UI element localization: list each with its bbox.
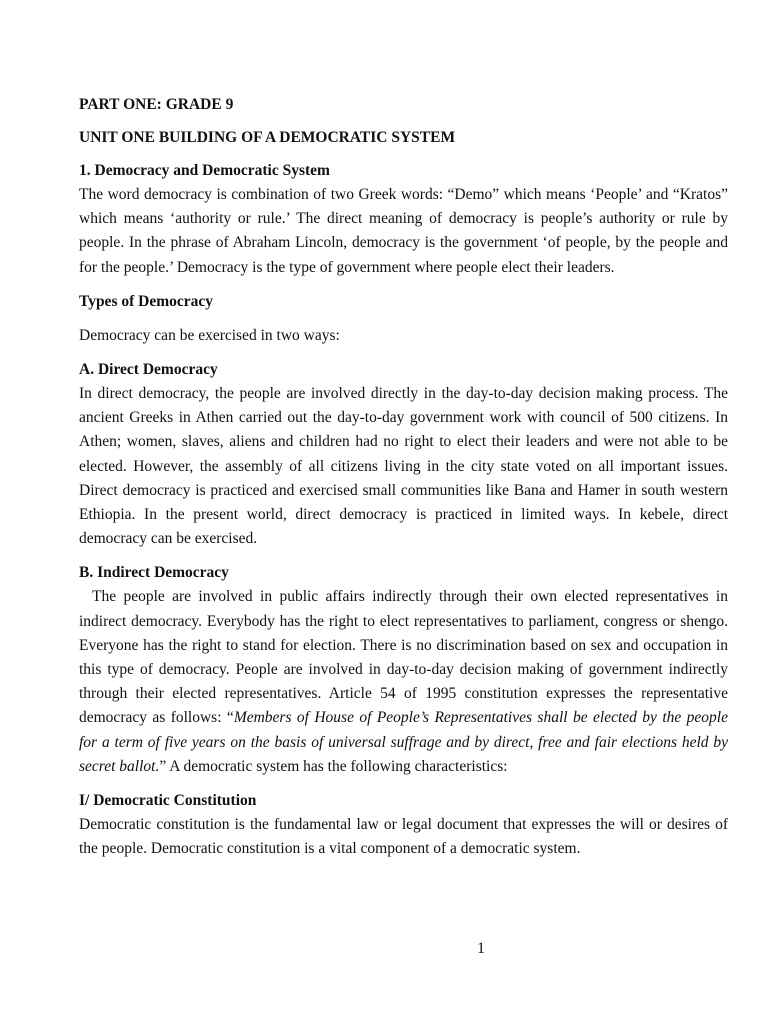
indirect-democracy-heading: B. Indirect Democracy [79,564,229,582]
democracy-definition-paragraph: The word democracy is combination of two Greek words: “Demo” which means ‘People’ and “Kratos” which means ‘authority or rule.’ The direct meaning of democracy is people’s authority or rule by people. In the phrase of Abraham Lincoln, democracy is the government ‘of people, by the people and for the people.’ Democracy is the type of government where people elect their leaders. [79,186,728,276]
types-intro-paragraph: Democracy can be exercised in two ways: [79,326,340,344]
unit-heading: UNIT ONE BUILDING OF A DEMOCRATIC SYSTEM [79,129,456,146]
part-heading: PART ONE: GRADE 9 [79,96,234,113]
constitution-paragraph: Democratic constitution is the fundamental law or legal document that expresses the will or desires of the people. Democratic constitution is a vital component of a democratic system. [79,816,728,858]
types-heading: Types of Democracy [79,292,214,310]
document-page [79,93,728,861]
section-heading-democracy: 1. Democracy and Democratic System [79,162,330,179]
indirect-democracy-paragraph [79,585,728,779]
indirect-tail-text: ” A democratic system has the following characteristics: [159,757,508,775]
constitution-heading: I/ Democratic Constitution [79,792,257,810]
direct-democracy-heading: A. Direct Democracy [79,361,218,379]
indirect-text: The people are involved in public affairs indirectly through their own elected representatives in indirect democracy. Everybody has the right to elect representatives to parliament, congress or shengo. Everyone has the right to stand for election. There is no discrimination based on sex and occupation in this type of democracy. People are involved in day-to-day decision making of government indirectly through their elected representatives. Article 54 of 1995 constitution expresses the representative democracy as follows: “ [79,588,728,727]
constitution-quote: Members of House of People’s Representatives shall be elected by the people for a term of five years on the basis of universal suffrage and by direct, free and fair elections held by secret ballot. [79,709,728,775]
page-number: 1 [477,940,485,957]
direct-democracy-paragraph: In direct democracy, the people are involved directly in the day-to-day decision making process. The ancient Greeks in Athen carried out the day-to-day government work with council of 500 citizens. In Athen; women, slaves, aliens and children had no right to elect their leaders and were not able to be elected. However, the assembly of all citizens living in the city state voted on all important issues. Direct democracy is practiced and exercised small communities like Bana and Hamer in south western Ethiopia. In the present world, direct democracy is practiced in limited ways. In kebele, direct democracy can be exercised. [79,385,728,548]
